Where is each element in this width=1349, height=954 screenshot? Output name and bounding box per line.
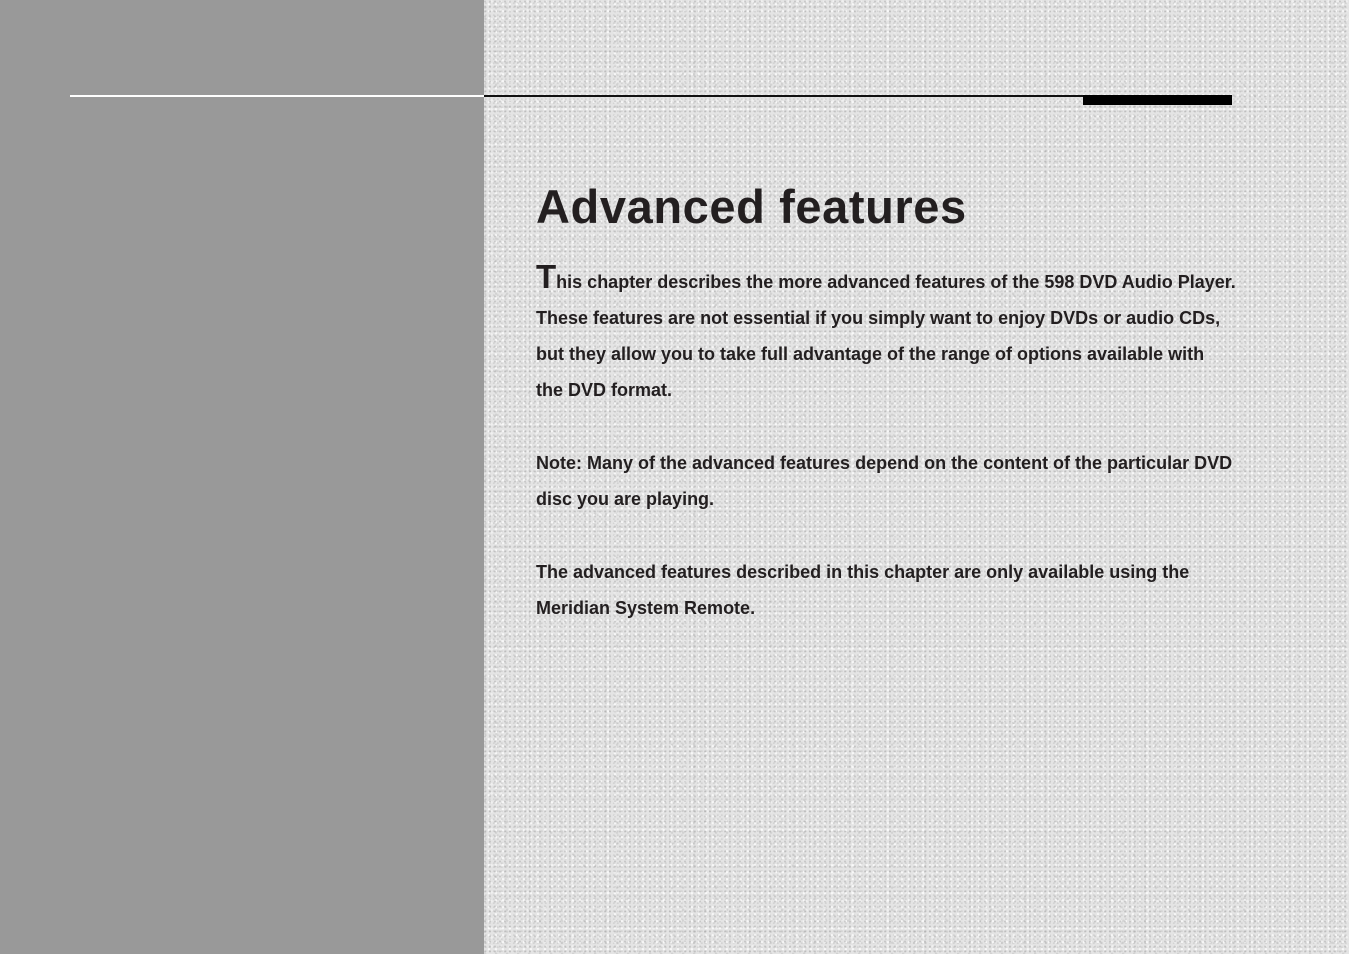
left-header-rule [70,95,484,97]
intro-dropcap: T [536,258,557,295]
chapter-content [536,178,1236,663]
remote-paragraph: The advanced features described in this chapter are only available using the Meridian System Remote. [536,562,1190,618]
header-tab-marker [1083,95,1232,105]
intro-text: his chapter describes the more advanced features of the 598 DVD Audio Player. These features are not essential if you simply want to enjoy DVDs or audio CDs, but they allow you to take full advantage of the range of options available with the DVD format. [536,272,1236,400]
page-title: Advanced features [536,180,967,233]
intro-paragraph [536,258,1236,408]
left-margin-panel [0,0,484,954]
note-paragraph: Note: Many of the advanced features depend on the content of the particular DVD disc you are playing. [536,453,1233,509]
